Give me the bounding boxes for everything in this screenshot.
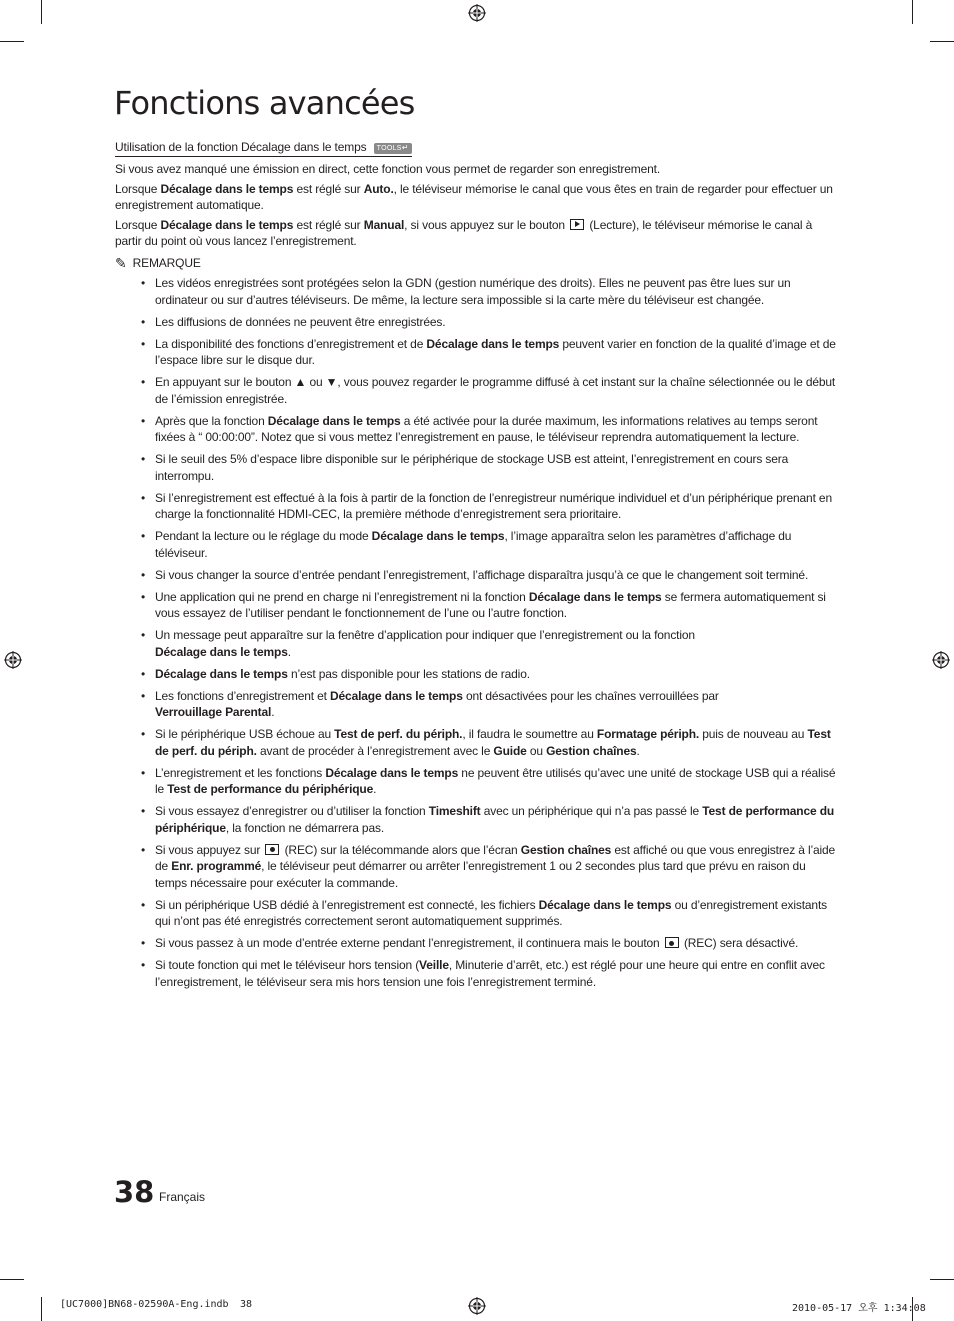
bullet-icon: • <box>141 897 146 912</box>
bold-term: Décalage dans le temps <box>325 765 459 780</box>
list-item: • Les fonctions d’enregistrement et Décalage dans le temps ont désactivées pour les chaînes verrouillées par Verrouillage Parental. <box>141 688 719 719</box>
bold-term: Manual <box>363 217 405 232</box>
bullet-icon: • <box>141 842 146 857</box>
registration-mark-icon <box>468 1297 486 1315</box>
bold-term: Enr. programmé <box>171 859 262 873</box>
intro-paragraph: Si vous avez manqué une émission en direct, cette fonction vous permet de regarder son enregistrement. <box>115 162 661 176</box>
bold-term: Test de perf. du périph. <box>334 727 463 741</box>
bold-term: Décalage dans le temps <box>155 644 288 659</box>
bullet-icon: • <box>141 336 146 351</box>
bold-term: Gestion chaînes <box>520 842 612 857</box>
list-item: • Une application qui ne prend en charge ni l’enregistrement ni la fonction Décalage dans le temps se fermera automatiquement si vous essayez de l’utiliser pendant le fonctionnement de l’une ou l’autre fonction. <box>141 589 826 620</box>
rec-button-icon <box>265 844 279 855</box>
bold-term: Décalage dans le temps <box>538 897 672 912</box>
tools-badge <box>374 143 412 154</box>
bold-term: Décalage dans le temps <box>155 666 288 681</box>
bullet-icon: • <box>141 804 146 818</box>
tools-return-icon: ↵ <box>401 143 409 152</box>
bold-term: Décalage dans le temps <box>267 413 401 428</box>
bullet-icon: • <box>141 567 146 582</box>
crop-mark <box>930 41 954 42</box>
bold-term: Test de performance du périphérique <box>167 782 374 796</box>
bullet-icon: • <box>141 628 146 642</box>
list-item: • Décalage dans le temps n’est pas disponible pour les stations de radio. <box>141 666 530 681</box>
bold-term: Décalage dans le temps <box>528 589 662 604</box>
list-item: • Si le seuil des 5% d’espace libre disponible sur le périphérique de stockage USB est atteint, l’enregistrement en cours sera interrompu. <box>141 452 789 483</box>
registration-mark-icon <box>4 651 22 669</box>
rec-button-icon <box>665 937 679 948</box>
list-item: • L’enregistrement et les fonctions Décalage dans le temps ne peuvent être utilisés qu’avec une unité de stockage USB qui a réalisé le Test de performance du périphérique. <box>141 765 836 796</box>
bullet-icon: • <box>141 314 146 329</box>
registration-mark-icon <box>932 651 950 669</box>
bullet-icon: • <box>141 727 146 741</box>
bullet-icon: • <box>141 589 146 604</box>
page-language: Français <box>159 1190 206 1204</box>
registration-mark-icon <box>468 4 486 22</box>
page-title: Fonctions avancées <box>114 84 415 122</box>
list-item: • Pendant la lecture ou le réglage du mode Décalage dans le temps, l’image apparaîtra selon les paramètres d’affichage du téléviseur. <box>141 529 792 560</box>
list-item: • Un message peut apparaître sur la fenêtre d’application pour indiquer que l’enregistrement ou la fonction Décalage dans le temps. <box>141 628 695 659</box>
list-item: • Si le périphérique USB échoue au Test de perf. du périph., il faudra le soumettre au Formatage périph. puis de nouveau au Test de perf. du périph. avant de procéder à l’enregistrement avec le Guide ou Gestion chaînes. <box>141 727 831 758</box>
list-item: • Après que la fonction Décalage dans le temps a été activée pour la durée maximum, les informations relatives au temps seront fixées à “ 00:00:00”. Notez que si vous mettez l’enregistrement en pause, le téléviseur reprendra automatiquement la lecture. <box>141 413 818 444</box>
bullet-icon: • <box>141 958 146 972</box>
bold-term: Gestion chaînes <box>546 743 637 758</box>
list-item: • La disponibilité des fonctions d’enregistrement et de Décalage dans le temps peuvent varier en fonction de la qualité d’image et de l’espace libre sur le disque dur. <box>141 336 836 367</box>
bullet-icon: • <box>141 452 146 466</box>
bullet-icon: • <box>141 936 146 950</box>
bullet-icon: • <box>141 688 146 703</box>
list-item: • En appuyant sur le bouton ▲ ou ▼, vous pouvez regarder le programme diffusé à cet instant sur la chaîne sélectionnée ou le début de l’émission enregistrée. <box>141 375 836 406</box>
bold-term: Formatage périph. <box>596 727 700 741</box>
pencil-note-icon: ✎ <box>115 254 127 271</box>
crop-mark <box>0 41 24 42</box>
play-button-icon <box>570 219 584 230</box>
note-label: REMARQUE <box>132 255 201 270</box>
note-bullet-list <box>115 275 840 990</box>
tools-badge-label: TOOLS <box>376 145 402 152</box>
list-item: • Si vous appuyez sur (REC) sur la télécommande alors que l’écran Gestion chaînes est affiché ou que vous enregistrez à l’aide de Enr. programmé, le téléviseur peut démarrer ou arrêter l’enregistrement 1 ou 2 secondes plus tard que prévu en raison du temps nécessaire pour exécuter la commande. <box>141 842 836 890</box>
crop-mark <box>41 0 42 24</box>
bold-term: Veille <box>419 958 449 972</box>
bold-term: Test de perf. du périph. <box>155 727 831 758</box>
bullet-icon: • <box>141 529 146 543</box>
bullet-icon: • <box>141 666 146 681</box>
bullet-icon: • <box>141 765 146 780</box>
bullet-icon: • <box>141 276 146 290</box>
page-number: 38 <box>114 1175 155 1209</box>
bold-term: Test de performance du périphérique <box>155 804 835 835</box>
list-item: • Si vous changer la source d’entrée pendant l’enregistrement, l’affichage disparaîtra jusqu’à ce que le changement soit terminé. <box>141 567 809 582</box>
list-item: • Les diffusions de données ne peuvent être enregistrées. <box>141 314 446 329</box>
footer-page: 38 <box>240 1299 253 1310</box>
bold-term: Décalage dans le temps <box>426 336 560 351</box>
bold-term: Guide <box>493 743 527 758</box>
crop-mark <box>912 0 913 24</box>
bullet-icon: • <box>141 490 146 505</box>
crop-mark <box>0 1279 24 1280</box>
intro-paragraph-auto: Lorsque Décalage dans le temps est réglé sur Auto., le téléviseur mémorise le canal que vous êtes en train de regarder pour effectuer un enregistrement automatique. <box>115 181 833 212</box>
bold-term: Auto. <box>363 181 394 196</box>
bold-term: Verrouillage Parental <box>155 705 272 719</box>
bold-term: Décalage dans le temps <box>371 529 505 543</box>
footer-timestamp: 2010-05-17 오후 1:34:08 <box>792 1303 926 1314</box>
crop-mark <box>41 1297 42 1321</box>
list-item: • Les vidéos enregistrées sont protégées selon la GDN (gestion numérique des droits). Elles ne peuvent pas être lues sur un ordinateur ou sur d’autres téléviseurs. De même, la lecture sera impossible si la carte mère du téléviseur est changée. <box>141 276 791 307</box>
bullet-icon: • <box>141 413 146 428</box>
list-item: • Si l’enregistrement est effectué à la fois à partir de la fonction de l’enregistreur numérique individuel et d’un périphérique prenant en charge la fonctionnalité HDMI-CEC, la première méthode d’enregistrement sera prioritaire. <box>141 490 832 521</box>
bold-term: Décalage dans le temps <box>160 217 294 232</box>
list-item: • Si vous passez à un mode d’entrée externe pendant l’enregistrement, il continuera mais le bouton (REC) sera désactivé. <box>141 936 799 950</box>
intro-paragraph-manual: Lorsque Décalage dans le temps est réglé sur Manual, si vous appuyez sur le bouton (Lecture), le téléviseur mémorise le canal à partir du point où vous lancez l’enregistrement. <box>115 217 813 248</box>
bold-term: Décalage dans le temps <box>330 688 463 703</box>
main-content <box>115 139 840 996</box>
note-heading <box>115 255 840 272</box>
bullet-icon: • <box>141 375 146 389</box>
list-item: • Si vous essayez d’enregistrer ou d’utiliser la fonction Timeshift avec un périphérique qui n’a pas passé le Test de performance du périphérique, la fonction ne démarrera pas. <box>141 804 835 835</box>
list-item: • Si toute fonction qui met le téléviseur hors tension (Veille, Minuterie d’arrêt, etc.) est réglé pour une heure qui entre en conflit avec l’enregistrement, le téléviseur sera mis hors tension une fois l’enregistrement terminé. <box>141 958 825 989</box>
section-heading-text: Utilisation de la fonction Décalage dans le temps <box>115 140 367 154</box>
bold-term: Timeshift <box>428 804 481 818</box>
bold-term: Décalage dans le temps <box>160 181 294 196</box>
footer-file-name: [UC7000]BN68-02590A-Eng.indb <box>60 1299 229 1310</box>
crop-mark <box>930 1279 954 1280</box>
list-item: • Si un périphérique USB dédié à l’enregistrement est connecté, les fichiers Décalage dans le temps ou d’enregistrement existants qui n’ont pas été enregistrés correctement seront automatiquement supprimés. <box>141 897 827 928</box>
section-heading <box>115 139 412 157</box>
